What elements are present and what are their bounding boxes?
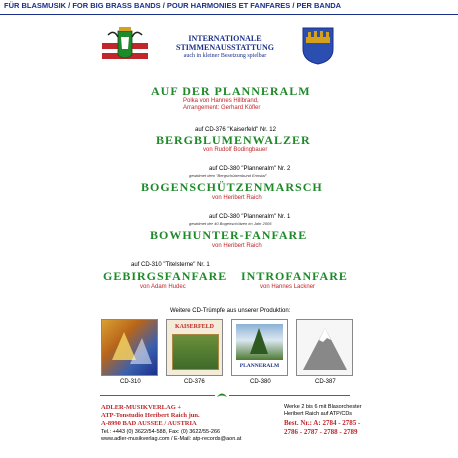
cd-label-387: CD-387 bbox=[315, 379, 336, 385]
piece-1-sub-1: Polka von Hannes Hillbrand, bbox=[183, 98, 259, 104]
intro-line-2: STIMMENAUSSTATTUNG bbox=[176, 43, 274, 52]
cd-cover-310-art-icon bbox=[102, 320, 157, 375]
intro-block bbox=[150, 34, 300, 61]
cd-cover-380 bbox=[231, 319, 288, 376]
cd-cover-376-photo bbox=[172, 334, 219, 370]
order-note-2: Heribert Raich auf ATP/CDs bbox=[284, 411, 353, 417]
piece-title-bergblumenwalzer: BERGBLUMENWALZER bbox=[156, 133, 311, 147]
piece-1-sub-2: Arrangement: Gerhard Köfler bbox=[183, 105, 261, 111]
intro-line-3: auch in kleiner Besetzung spielbar bbox=[183, 53, 267, 59]
piece-title-auf-der-planneralm: AUF DER PLANNERALM bbox=[151, 84, 311, 98]
publisher-phone: Tel.: +443 (0) 3622/54-588, Fax: (0) 3622/55-266 bbox=[101, 429, 221, 435]
cd-cover-380-photo bbox=[236, 324, 283, 360]
cd-cover-310 bbox=[101, 319, 158, 376]
order-best-label: Best. Nr.: A: bbox=[284, 419, 321, 427]
piece-6-sub: von Hannes Lackner bbox=[260, 284, 316, 290]
order-number-block bbox=[284, 419, 360, 437]
order-best-nums-1: 2784 - 2785 - bbox=[322, 419, 361, 427]
cd-cover-387-mountain-icon bbox=[297, 320, 352, 375]
piece-4-cd: auf CD-380 "Planneralm" Nr. 1 bbox=[209, 214, 291, 220]
piece-5-cd: auf CD-310 "Titelsterne" Nr. 1 bbox=[131, 262, 210, 268]
cds-heading: Weitere CD-Trümpfe aus unserer Produktion: bbox=[170, 308, 291, 314]
piece-3-sub: von Heribert Raich bbox=[212, 195, 262, 201]
piece-title-introfanfare: INTROFANFARE bbox=[241, 269, 348, 283]
order-notes bbox=[284, 404, 362, 418]
cd-label-380: CD-380 bbox=[250, 379, 271, 385]
cd-cover-387 bbox=[296, 319, 353, 376]
cd-label-310: CD-310 bbox=[120, 379, 141, 385]
cd-cover-380-tree-icon bbox=[236, 324, 283, 360]
adler-logo-icon bbox=[215, 390, 229, 400]
publisher-line-1: ADLER-MUSIKVERLAG + bbox=[101, 404, 182, 411]
cd-label-376: CD-376 bbox=[184, 379, 205, 385]
piece-5-sub: von Adam Hudec bbox=[140, 284, 186, 290]
publisher-block bbox=[101, 404, 200, 428]
piece-4-sub: von Heribert Raich bbox=[212, 243, 262, 249]
piece-3-cd: auf CD-380 "Planneralm" Nr. 2 bbox=[209, 166, 291, 172]
piece-title-gebirgsfanfare: GEBIRGSFANFARE bbox=[103, 269, 228, 283]
eagle-coat-of-arms-icon bbox=[102, 25, 148, 65]
publisher-line-3: A-8990 BAD AUSSEE / AUSTRIA bbox=[101, 420, 197, 427]
piece-4-note: gewidmet der 40 Bogenschützen im Jahr 2005 bbox=[189, 221, 272, 226]
order-best-nums-2: 2786 - 2787 - 2788 - 2789 bbox=[284, 428, 358, 436]
shield-coat-of-arms-icon bbox=[302, 27, 334, 65]
header-text: FÜR BLASMUSIK / FOR BIG BRASS BANDS / POUR HARMONIES ET FANFARES / PER BANDA bbox=[4, 1, 342, 10]
publisher-contact bbox=[101, 429, 241, 443]
cd-cover-376-title: KAISERFELD bbox=[174, 324, 214, 330]
piece-title-bogenschuetzenmarsch: BOGENSCHÜTZENMARSCH bbox=[141, 180, 323, 194]
piece-2-cd: auf CD-376 "Kaiserfeld" Nr. 12 bbox=[195, 127, 276, 133]
order-note-1: Werke 2 bis 6 mit Blasorchester bbox=[284, 404, 362, 410]
piece-2-sub: von Rudolf Bodingbauer bbox=[203, 147, 268, 153]
piece-title-bowhunter-fanfare: BOWHUNTER-FANFARE bbox=[150, 228, 308, 242]
publisher-web: www.adler-musikverlag.com / E-Mail: atp-records@aon.at bbox=[101, 436, 242, 442]
header-bar bbox=[0, 0, 458, 15]
piece-3-note: gewidmet dem "Bergschützenbund Ennstal" bbox=[189, 173, 267, 178]
publisher-line-2: ATP-Tonstudio Heribert Raich jun. bbox=[101, 412, 200, 419]
cd-cover-380-title: PLANNERALM bbox=[239, 363, 280, 369]
intro-line-1: INTERNATIONALE bbox=[188, 34, 262, 43]
cd-cover-376 bbox=[166, 319, 223, 376]
